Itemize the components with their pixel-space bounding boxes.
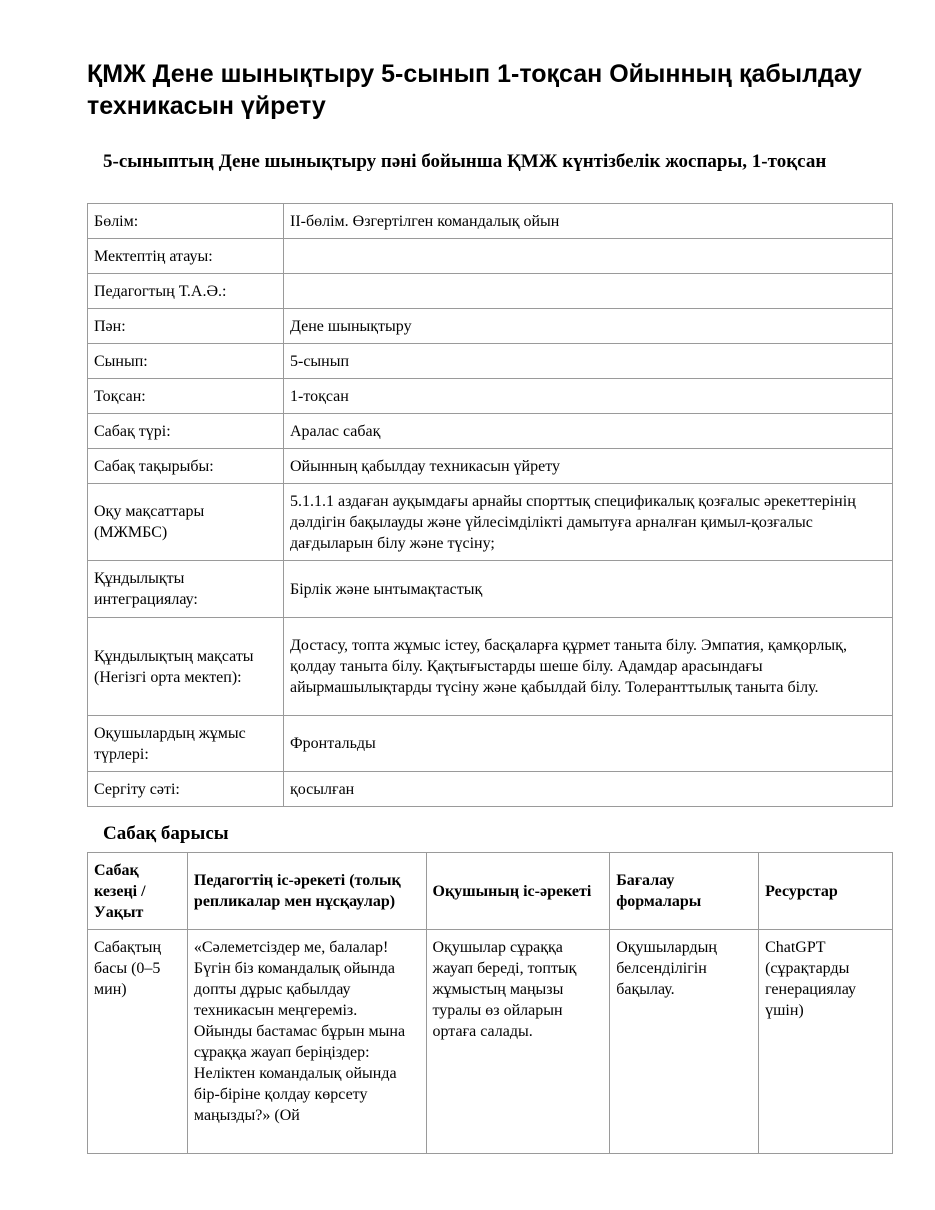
table-row (88, 274, 893, 309)
resources-cell: ChatGPT (сұрақтарды генерациялау үшін) (759, 930, 893, 1154)
table-row (88, 618, 893, 716)
student-action-cell: Оқушылар сұраққа жауап береді, топтық жұмыстың маңызы туралы өз ойларын ортаға салады. (426, 930, 610, 1154)
row-label: Сынып: (88, 344, 284, 379)
row-label: Құндылықты интеграциялау: (88, 561, 284, 618)
row-value (284, 239, 893, 274)
table-row (88, 772, 893, 807)
lesson-info-table (87, 203, 893, 807)
row-label: Мектептің атауы: (88, 239, 284, 274)
row-label: Оқушылардың жұмыс түрлері: (88, 716, 284, 772)
row-label: Пән: (88, 309, 284, 344)
column-header-assessment: Бағалау формалары (610, 853, 759, 930)
row-value: 1-тоқсан (284, 379, 893, 414)
table-row (88, 484, 893, 561)
table-row (88, 239, 893, 274)
row-value: Фронтальды (284, 716, 893, 772)
table-header-row (88, 853, 893, 930)
row-value: Бірлік және ынтымақтастық (284, 561, 893, 618)
lesson-flow-heading: Сабақ барысы (103, 823, 229, 844)
plan-heading: 5-сыныптың Дене шынықтыру пәні бойынша ҚМЖ күнтізбелік жоспары, 1-тоқсан (103, 151, 827, 172)
table-row (88, 379, 893, 414)
assessment-cell: Оқушылардың белсенділігін бақылау. (610, 930, 759, 1154)
column-header-student: Оқушының іс-әрекеті (426, 853, 610, 930)
row-value: 5-сынып (284, 344, 893, 379)
row-value (284, 274, 893, 309)
stage-cell: Сабақтың басы (0–5 мин) (88, 930, 188, 1154)
row-value: 5.1.1.1 аздаған ауқымдағы арнайы спорттық спецификалық қозғалыс әрекеттерінің дәлдігін бақылауды және үйлесімділікті дамытуға арналған қимыл-қозғалыс дағдыларын білу және түсіну; (284, 484, 893, 561)
table-row (88, 414, 893, 449)
document-title: ҚМЖ Дене шынықтыру 5-сынып 1-тоқсан Ойынның қабылдау техникасын үйрету (87, 60, 862, 120)
row-value: Ойынның қабылдау техникасын үйрету (284, 449, 893, 484)
row-label: Бөлім: (88, 204, 284, 239)
table-row (88, 716, 893, 772)
row-value: Дене шынықтыру (284, 309, 893, 344)
row-label: Құндылықтың мақсаты (Негізгі орта мектеп): (88, 618, 284, 716)
row-label: Педагогтың Т.А.Ә.: (88, 274, 284, 309)
row-value: Достасу, топта жұмыс істеу, басқаларға құрмет таныта білу. Эмпатия, қамқорлық, қолдау таныта білу. Қақтығыстарды шеше білу. Адамдар арасындағы айырмашылықтарды түсіну және қабылдай білу. Толеранттылық таныта білу. (284, 618, 893, 716)
column-header-teacher: Педагогтің іс-әрекеті (толық репликалар мен нұсқаулар) (187, 853, 426, 930)
column-header-stage: Сабақ кезеңі / Уақыт (88, 853, 188, 930)
row-label: Оқу мақсаттары (МЖМБС) (88, 484, 284, 561)
row-value: Аралас сабақ (284, 414, 893, 449)
row-value: қосылған (284, 772, 893, 807)
lesson-flow-table (87, 852, 893, 1154)
row-label: Тоқсан: (88, 379, 284, 414)
row-label: Сабақ түрі: (88, 414, 284, 449)
table-row (88, 344, 893, 379)
table-row (88, 204, 893, 239)
column-header-resources: Ресурстар (759, 853, 893, 930)
table-row (88, 561, 893, 618)
table-row (88, 309, 893, 344)
table-row (88, 449, 893, 484)
table-row (88, 930, 893, 1154)
row-label: Сабақ тақырыбы: (88, 449, 284, 484)
teacher-action-cell: «Сәлеметсіздер ме, балалар! Бүгін біз командалық ойында допты дұрыс қабылдау техникасын меңгереміз. Ойынды бастамас бұрын мына сұраққа жауап беріңіздер: Неліктен командалық ойында бір-біріне қолдау көрсету маңызды?» (Ой (187, 930, 426, 1154)
row-value: II-бөлім. Өзгертілген командалық ойын (284, 204, 893, 239)
row-label: Сергіту сәті: (88, 772, 284, 807)
